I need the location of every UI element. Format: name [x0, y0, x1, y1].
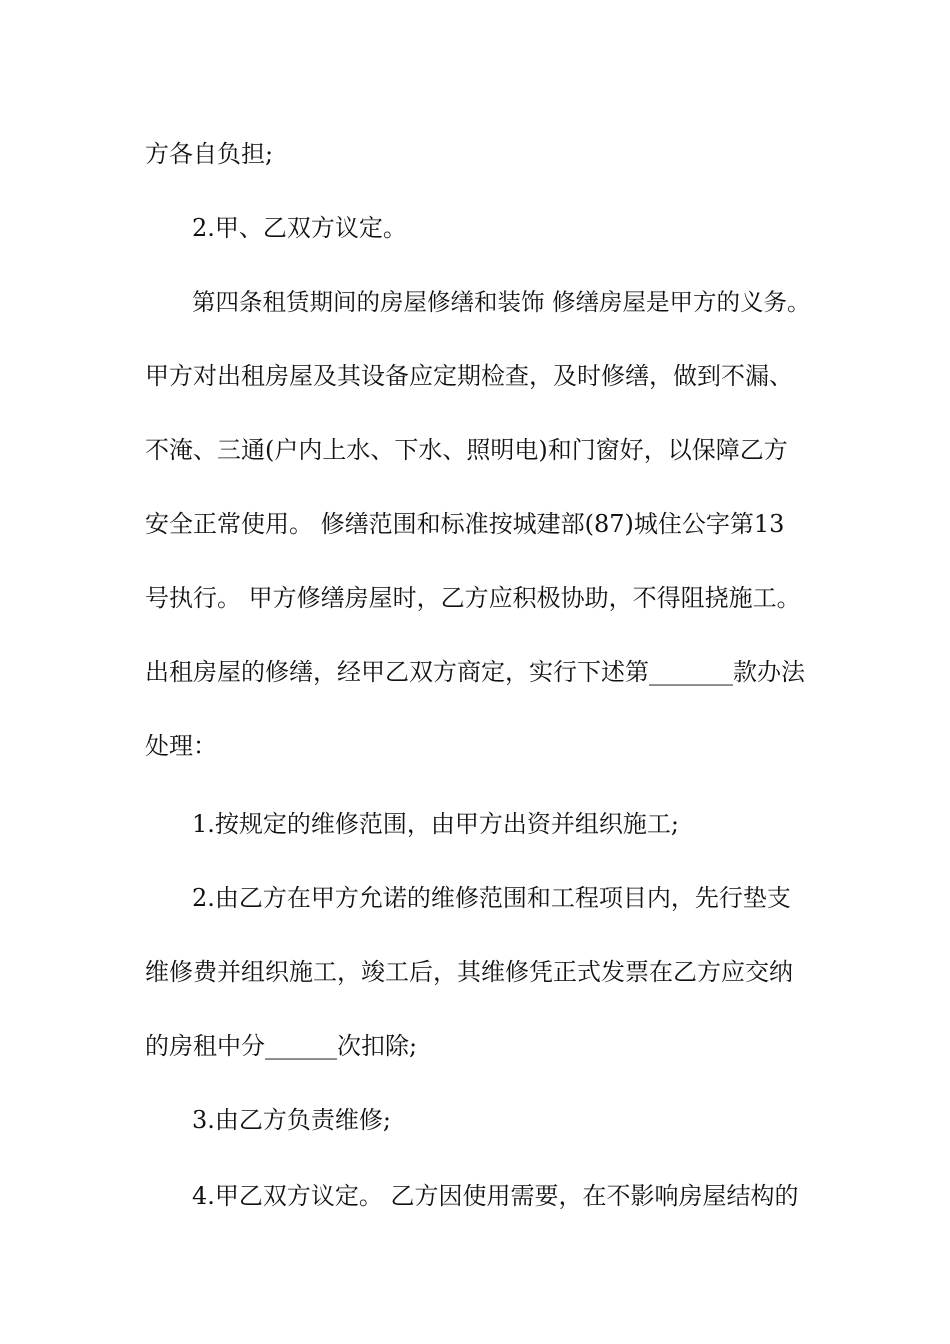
text-line-3: 第四条租赁期间的房屋修缮和装饰 修缮房屋是甲方的义务。	[192, 288, 811, 316]
text-line-8: 出租房屋的修缮，经甲乙双方商定，实行下述第_______款办法	[145, 658, 805, 686]
text-line-5: 不淹、三通(户内上水、下水、照明电)和门窗好，以保障乙方	[145, 436, 788, 464]
text-line-2: 2.甲、乙双方议定。	[192, 214, 407, 242]
text-line-10: 1.按规定的维修范围，由甲方出资并组织施工;	[192, 810, 679, 838]
text-line-14: 3.由乙方负责维修;	[192, 1106, 391, 1134]
text-line-12: 维修费并组织施工，竣工后，其维修凭正式发票在乙方应交纳	[145, 958, 793, 986]
text-line-11: 2.由乙方在甲方允诺的维修范围和工程项目内，先行垫支	[192, 884, 791, 912]
text-line-1: 方各自负担;	[145, 140, 274, 168]
text-line-7: 号执行。 甲方修缮房屋时，乙方应积极协助，不得阻挠施工。	[145, 584, 801, 612]
text-line-13: 的房租中分______次扣除;	[145, 1032, 418, 1060]
text-line-4: 甲方对出租房屋及其设备应定期检查，及时修缮，做到不漏、	[145, 362, 793, 390]
text-line-15: 4.甲乙双方议定。 乙方因使用需要，在不影响房屋结构的	[192, 1182, 799, 1210]
text-line-6: 安全正常使用。 修缮范围和标准按城建部(87)城住公字第13	[145, 510, 785, 538]
text-line-9: 处理：	[145, 732, 217, 760]
